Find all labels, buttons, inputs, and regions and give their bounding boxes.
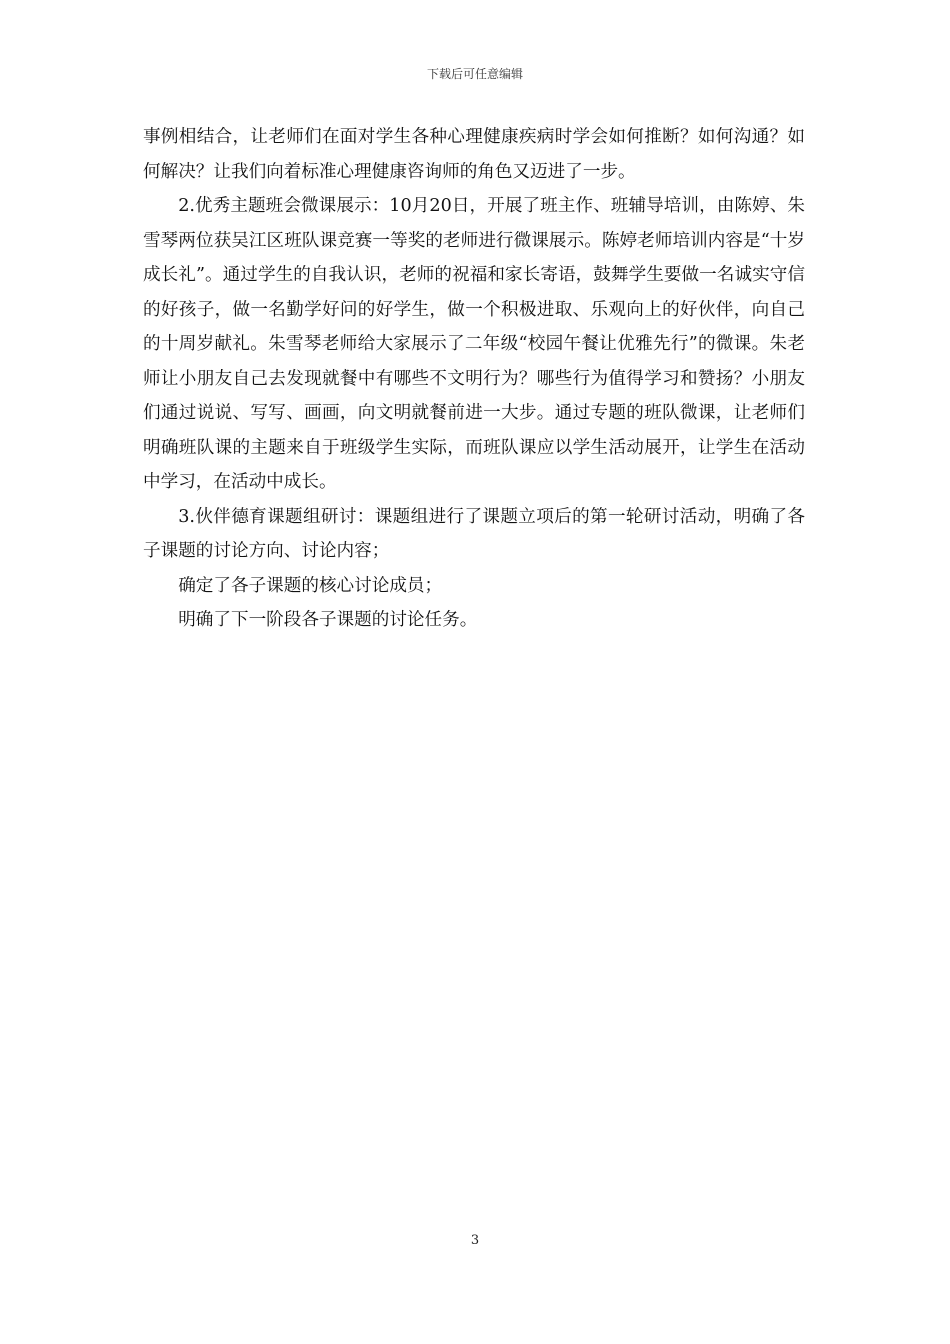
- paragraph-continuation: 事例相结合，让老师们在面对学生各种心理健康疾病时学会如何推断？如何沟通？如何解决？让我们向着标准心理健康咨询师的角色又迈进了一步。: [143, 127, 805, 182]
- page-number: 3: [470, 1233, 480, 1248]
- paragraph-item-3-next-tasks: 明确了下一阶段各子课题的讨论任务。: [178, 610, 478, 630]
- paragraph-item-2: 2.优秀主题班会微课展示：10月20日，开展了班主作、班辅导培训，由陈婷、朱雪琴两位获吴江区班队课竞赛一等奖的老师进行微课展示。陈婷老师培训内容是“十岁成长礼”。通过学生的自我认识，老师的祝福和家长寄语，鼓舞学生要做一名诚实守信的好孩子，做一名勤学好问的好学生，做一个积极进取、乐观向上的好伙伴，向自己的十周岁献礼。朱雪琴老师给大家展示了二年级“校园午餐让优雅先行”的微课。朱老师让小朋友自己去发现就餐中有哪些不文明行为？哪些行为值得学习和赞扬？小朋友们通过说说、写写、画画，向文明就餐前进一大步。通过专题的班队微课，让老师们明确班队课的主题来自于班级学生实际，而班队课应以学生活动展开，让学生在活动中学习，在活动中成长。: [143, 196, 805, 492]
- page-header: 下载后可任意编辑: [426, 67, 523, 81]
- paragraph-item-3-core-members: 确定了各子课题的核心讨论成员；: [178, 575, 443, 596]
- paragraph-item-3: 3.伙伴德育课题组研讨：课题组进行了课题立项后的第一轮研讨活动，明确了各子课题的讨论方向、讨论内容；: [143, 506, 805, 561]
- document-body: [143, 120, 805, 638]
